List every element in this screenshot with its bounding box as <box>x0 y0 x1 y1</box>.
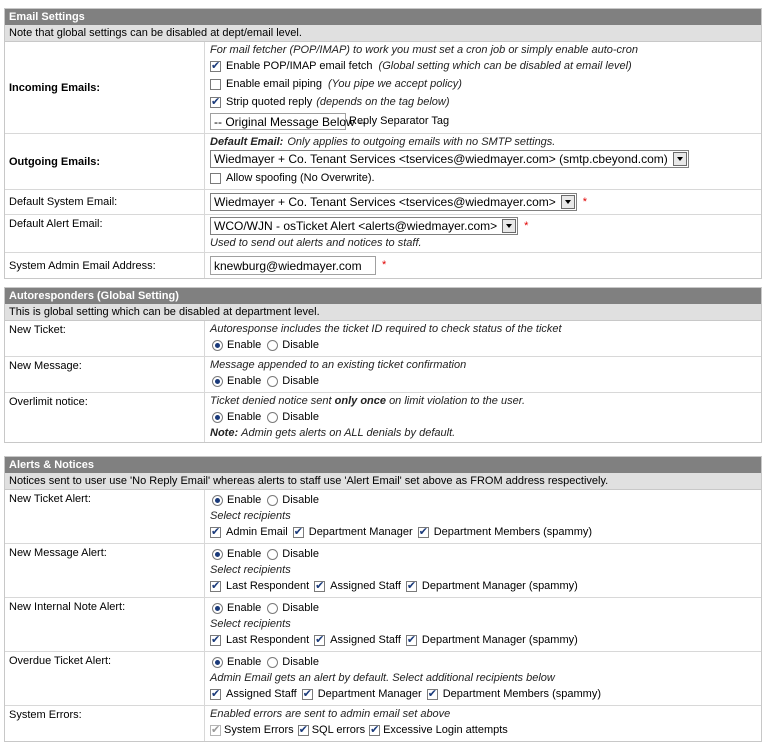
enable-label: Enable <box>227 339 262 351</box>
recipient-label: Department Members (spammy) <box>442 688 602 700</box>
strip-quoted-note: (depends on the tag below) <box>316 96 450 108</box>
reply-separator-input[interactable]: -- Original Message Below -- <box>210 113 346 130</box>
disable-label: Disable <box>282 656 319 668</box>
enable-label: Enable <box>227 375 262 387</box>
enable-radio[interactable] <box>212 412 223 423</box>
outgoing-note-bold: Default Email: <box>210 136 284 148</box>
strip-quoted-checkbox[interactable] <box>210 97 221 108</box>
section-note: Note that global settings can be disabled at dept/email level. <box>5 25 761 42</box>
default-system-email-label: Default System Email: <box>5 190 205 214</box>
recipient-checkbox[interactable] <box>210 635 221 646</box>
recipient-label: Assigned Staff <box>330 580 401 592</box>
pop-imap-fetch-checkbox[interactable] <box>210 61 221 72</box>
default-system-email-row <box>5 190 761 215</box>
system-admin-email-row <box>5 253 761 278</box>
disable-label: Disable <box>282 375 319 387</box>
system-admin-email-input[interactable]: knewburg@wiedmayer.com <box>210 256 376 275</box>
recipient-checkbox[interactable] <box>314 581 325 592</box>
new-ticket-autoresponse-note: Autoresponse includes the ticket ID required to check status of the ticket <box>210 323 562 335</box>
sql-errors-label: SQL errors <box>311 724 366 736</box>
recipient-label: Assigned Staff <box>226 688 297 700</box>
allow-spoofing-label: Allow spoofing (No Overwrite). <box>226 172 375 184</box>
outgoing-note: Only applies to outgoing emails with no SMTP settings. <box>287 136 556 148</box>
enable-label: Enable <box>227 411 262 423</box>
overlimit-note-b: only once <box>334 395 386 407</box>
new-ticket-alert-row <box>5 490 761 544</box>
system-errors-option-label: System Errors <box>224 724 294 736</box>
incoming-emails-row <box>5 42 761 134</box>
enable-label: Enable <box>227 656 262 668</box>
recipient-label: Department Members (spammy) <box>433 526 593 538</box>
select-recipients-label: Select recipients <box>210 618 291 630</box>
email-piping-note: (You pipe we accept policy) <box>328 78 462 90</box>
pop-imap-fetch-note: (Global setting which can be disabled at email level) <box>378 60 632 72</box>
enable-radio[interactable] <box>212 376 223 387</box>
outgoing-emails-row <box>5 134 761 190</box>
recipient-checkbox[interactable] <box>210 689 221 700</box>
system-errors-checkbox <box>210 725 221 736</box>
outgoing-emails-label: Outgoing Emails: <box>5 134 205 189</box>
disable-radio[interactable] <box>267 495 278 506</box>
new-ticket-autoresponse-row <box>5 321 761 357</box>
enable-radio[interactable] <box>212 495 223 506</box>
recipient-checkbox[interactable] <box>314 635 325 646</box>
login-attempts-label: Excessive Login attempts <box>383 724 508 736</box>
default-alert-email-value: WCO/WJN - osTicket Alert <alerts@wiedmayer.com> <box>214 219 498 233</box>
select-recipients-label: Select recipients <box>210 510 291 522</box>
enable-radio[interactable] <box>212 603 223 614</box>
incoming-note: For mail fetcher (POP/IMAP) to work you must set a cron job or simply enable auto-cron <box>210 44 638 56</box>
recipient-label: Assigned Staff <box>330 634 401 646</box>
section-header: Email Settings <box>5 9 761 25</box>
default-alert-note: Used to send out alerts and notices to staff. <box>210 237 422 249</box>
default-system-email-select[interactable] <box>210 193 577 211</box>
overlimit-note-a: Ticket denied notice sent <box>210 395 332 407</box>
section-note: Notices sent to user use 'No Reply Email' whereas alerts to staff use 'Alert Email' set above as FROM address respectively. <box>5 473 761 490</box>
overdue-ticket-alert-row <box>5 652 761 706</box>
disable-radio[interactable] <box>267 549 278 560</box>
overlimit-note-c: on limit violation to the user. <box>389 395 525 407</box>
default-system-email-value: Wiedmayer + Co. Tenant Services <tservices@wiedmayer.com> <box>214 194 556 209</box>
recipient-checkbox[interactable] <box>406 635 417 646</box>
internal-note-alert-label: New Internal Note Alert: <box>5 598 205 651</box>
disable-label: Disable <box>282 494 319 506</box>
recipient-checkbox[interactable] <box>427 689 438 700</box>
new-message-autoresponse-label: New Message: <box>5 357 205 392</box>
email-settings-section <box>4 8 762 279</box>
enable-label: Enable <box>227 602 262 614</box>
enable-radio[interactable] <box>212 549 223 560</box>
section-note: This is global setting which can be disabled at department level. <box>5 304 761 321</box>
allow-spoofing-checkbox[interactable] <box>210 173 221 184</box>
system-errors-row <box>5 706 761 741</box>
autoresponders-section <box>4 287 762 443</box>
new-message-alert-row <box>5 544 761 598</box>
default-alert-email-row <box>5 215 761 253</box>
disable-radio[interactable] <box>267 603 278 614</box>
overlimit-notice-row <box>5 393 761 442</box>
disable-label: Disable <box>282 411 319 423</box>
chevron-down-icon[interactable] <box>561 195 575 209</box>
system-admin-email-label: System Admin Email Address: <box>5 253 205 278</box>
outgoing-email-select[interactable] <box>210 150 689 168</box>
recipient-label: Admin Email <box>226 526 288 538</box>
recipient-label: Department Manager <box>317 688 422 700</box>
disable-radio[interactable] <box>267 340 278 351</box>
default-alert-email-select[interactable] <box>210 217 518 235</box>
required-marker: * <box>524 220 529 232</box>
required-marker: * <box>582 195 588 208</box>
new-ticket-autoresponse-label: New Ticket: <box>5 321 205 356</box>
recipient-label: Department Manager (spammy) <box>421 580 578 592</box>
new-message-autoresponse-note: Message appended to an existing ticket confirmation <box>210 359 467 371</box>
chevron-down-icon[interactable] <box>673 152 687 166</box>
overlimit-notice-label: Overlimit notice: <box>5 393 205 442</box>
strip-quoted-label: Strip quoted reply <box>226 96 313 108</box>
disable-radio[interactable] <box>267 412 278 423</box>
reply-separator-label: Reply Separator Tag <box>349 115 450 127</box>
select-recipients-label: Select recipients <box>210 564 291 576</box>
alerts-notices-section <box>4 456 762 742</box>
recipient-checkbox[interactable] <box>418 527 429 538</box>
enable-radio[interactable] <box>212 657 223 668</box>
new-message-alert-label: New Message Alert: <box>5 544 205 597</box>
recipient-checkbox[interactable] <box>302 689 313 700</box>
disable-radio[interactable] <box>267 376 278 387</box>
enable-radio[interactable] <box>212 340 223 351</box>
email-piping-checkbox[interactable] <box>210 79 221 90</box>
overdue-ticket-alert-label: Overdue Ticket Alert: <box>5 652 205 705</box>
recipient-label: Last Respondent <box>226 634 310 646</box>
chevron-down-icon[interactable] <box>502 219 516 233</box>
overlimit-note2-bold: Note: <box>210 427 239 439</box>
disable-radio[interactable] <box>267 657 278 668</box>
system-errors-note: Enabled errors are sent to admin email set above <box>210 708 451 720</box>
outgoing-email-value: Wiedmayer + Co. Tenant Services <tservices@wiedmayer.com> (smtp.cbeyond.com) <box>214 152 668 166</box>
recipient-label: Department Manager <box>308 526 413 538</box>
new-ticket-alert-label: New Ticket Alert: <box>5 490 205 543</box>
new-message-autoresponse-row <box>5 357 761 393</box>
section-header: Autoresponders (Global Setting) <box>5 288 761 304</box>
sql-errors-checkbox[interactable] <box>298 725 309 736</box>
pop-imap-fetch-label: Enable POP/IMAP email fetch <box>226 60 373 72</box>
default-alert-email-label: Default Alert Email: <box>5 215 205 252</box>
system-errors-label: System Errors: <box>5 706 205 741</box>
overlimit-note2: Admin gets alerts on ALL denials by default. <box>241 427 456 439</box>
enable-label: Enable <box>227 548 262 560</box>
required-marker: * <box>382 259 387 271</box>
overdue-note: Admin Email gets an alert by default. Select additional recipients below <box>210 672 555 684</box>
incoming-emails-label: Incoming Emails: <box>5 42 205 133</box>
recipient-checkbox[interactable] <box>210 527 221 538</box>
login-attempts-checkbox[interactable] <box>369 725 380 736</box>
section-header: Alerts & Notices <box>5 457 761 473</box>
internal-note-alert-row <box>5 598 761 652</box>
disable-label: Disable <box>282 602 319 614</box>
disable-label: Disable <box>282 548 319 560</box>
recipient-label: Department Manager (spammy) <box>421 634 578 646</box>
recipient-label: Last Respondent <box>226 580 310 592</box>
email-piping-label: Enable email piping <box>226 78 323 90</box>
recipient-checkbox[interactable] <box>210 581 221 592</box>
enable-label: Enable <box>227 494 262 506</box>
disable-label: Disable <box>282 339 319 351</box>
recipient-checkbox[interactable] <box>406 581 417 592</box>
recipient-checkbox[interactable] <box>293 527 304 538</box>
